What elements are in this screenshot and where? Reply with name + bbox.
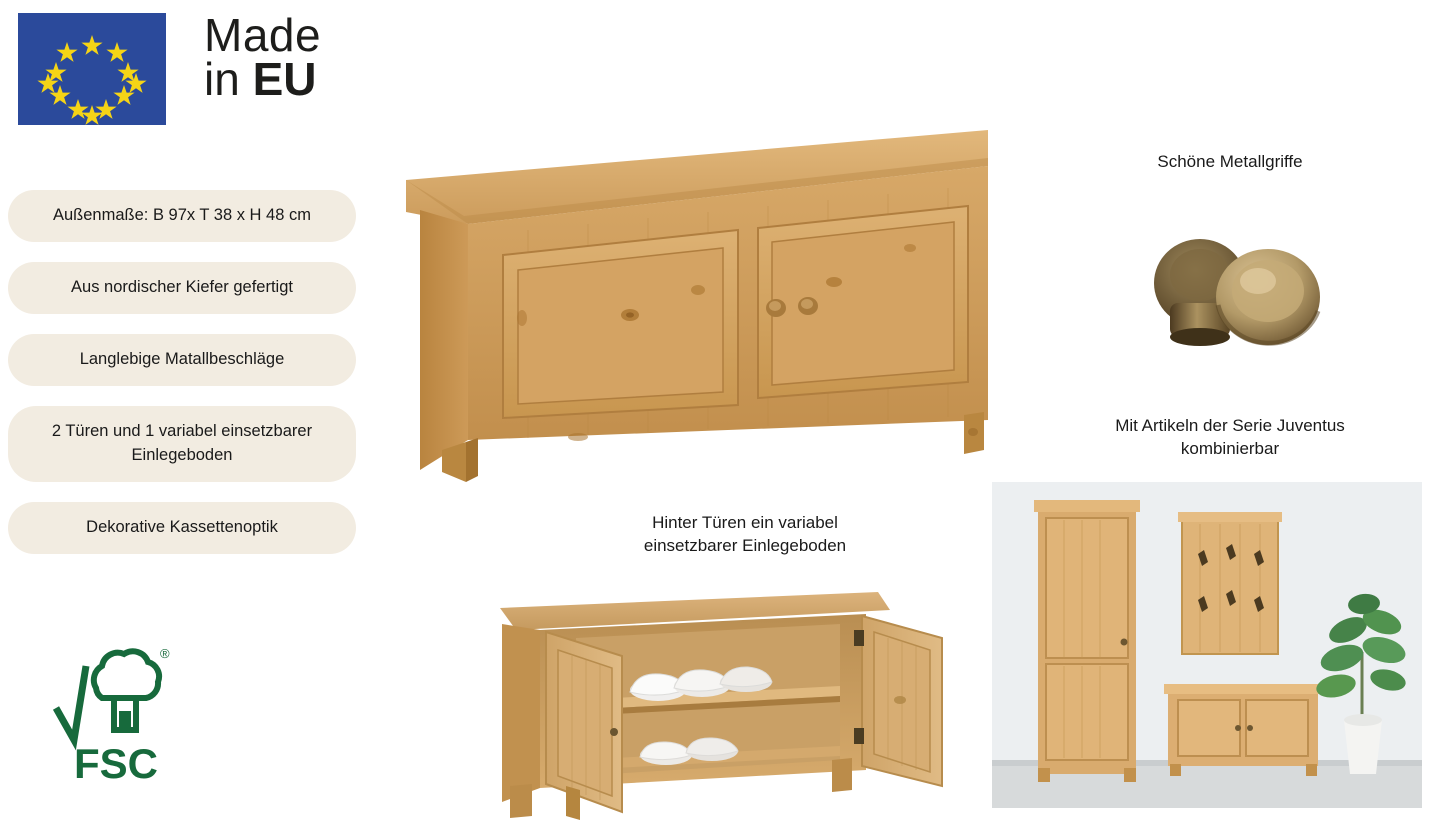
lifestyle-image-room-scene (992, 482, 1422, 808)
caption-open-line1: Hinter Türen ein variabel (652, 513, 838, 532)
feature-pill-doors-shelf: 2 Türen und 1 variabel einsetzbarer Einlegeboden (8, 406, 356, 482)
caption-adjustable-shelf (560, 512, 930, 558)
caption-series-line1: Mit Artikeln der Serie Juventus (1115, 416, 1345, 435)
fsc-registered-mark: ® (160, 646, 170, 661)
product-image-bench-open (480, 580, 980, 820)
made-in-eu-line1: Made (204, 9, 322, 61)
feature-pill-material: Aus nordischer Kiefer gefertigt (8, 262, 356, 314)
caption-series-line2: kombinierbar (1180, 438, 1280, 458)
feature-pill-dimensions: Außenmaße: B 97x T 38 x H 48 cm (8, 190, 356, 242)
knob-right (798, 297, 818, 315)
knob-left (766, 299, 786, 317)
caption-open-line2: einsetzbarer Einlegeboden (643, 535, 847, 555)
wardrobe (1034, 500, 1140, 782)
eu-flag-icon (18, 13, 166, 125)
feature-pill-panel-look: Dekorative Kassettenoptik (8, 502, 356, 554)
feature-list (8, 190, 356, 574)
bench-in-room (1164, 684, 1322, 776)
made-in-eu-text (204, 9, 322, 105)
made-in-eu-abbrev: EU (252, 52, 317, 105)
wall-coat-rack (1178, 512, 1282, 654)
fsc-wordmark: FSC (74, 740, 158, 785)
feature-pill-fittings: Langlebige Matallbeschläge (8, 334, 356, 386)
caption-series-combinable (1035, 415, 1425, 461)
made-in-eu-badge (18, 8, 348, 130)
fsc-logo (52, 630, 182, 785)
made-in-eu-in: in (204, 52, 253, 105)
caption-metal-handles: Schöne Metallgriffe (1157, 152, 1303, 171)
product-image-knob (1140, 205, 1330, 375)
made-in-eu-line2 (204, 52, 321, 105)
product-image-bench-closed (398, 120, 998, 485)
